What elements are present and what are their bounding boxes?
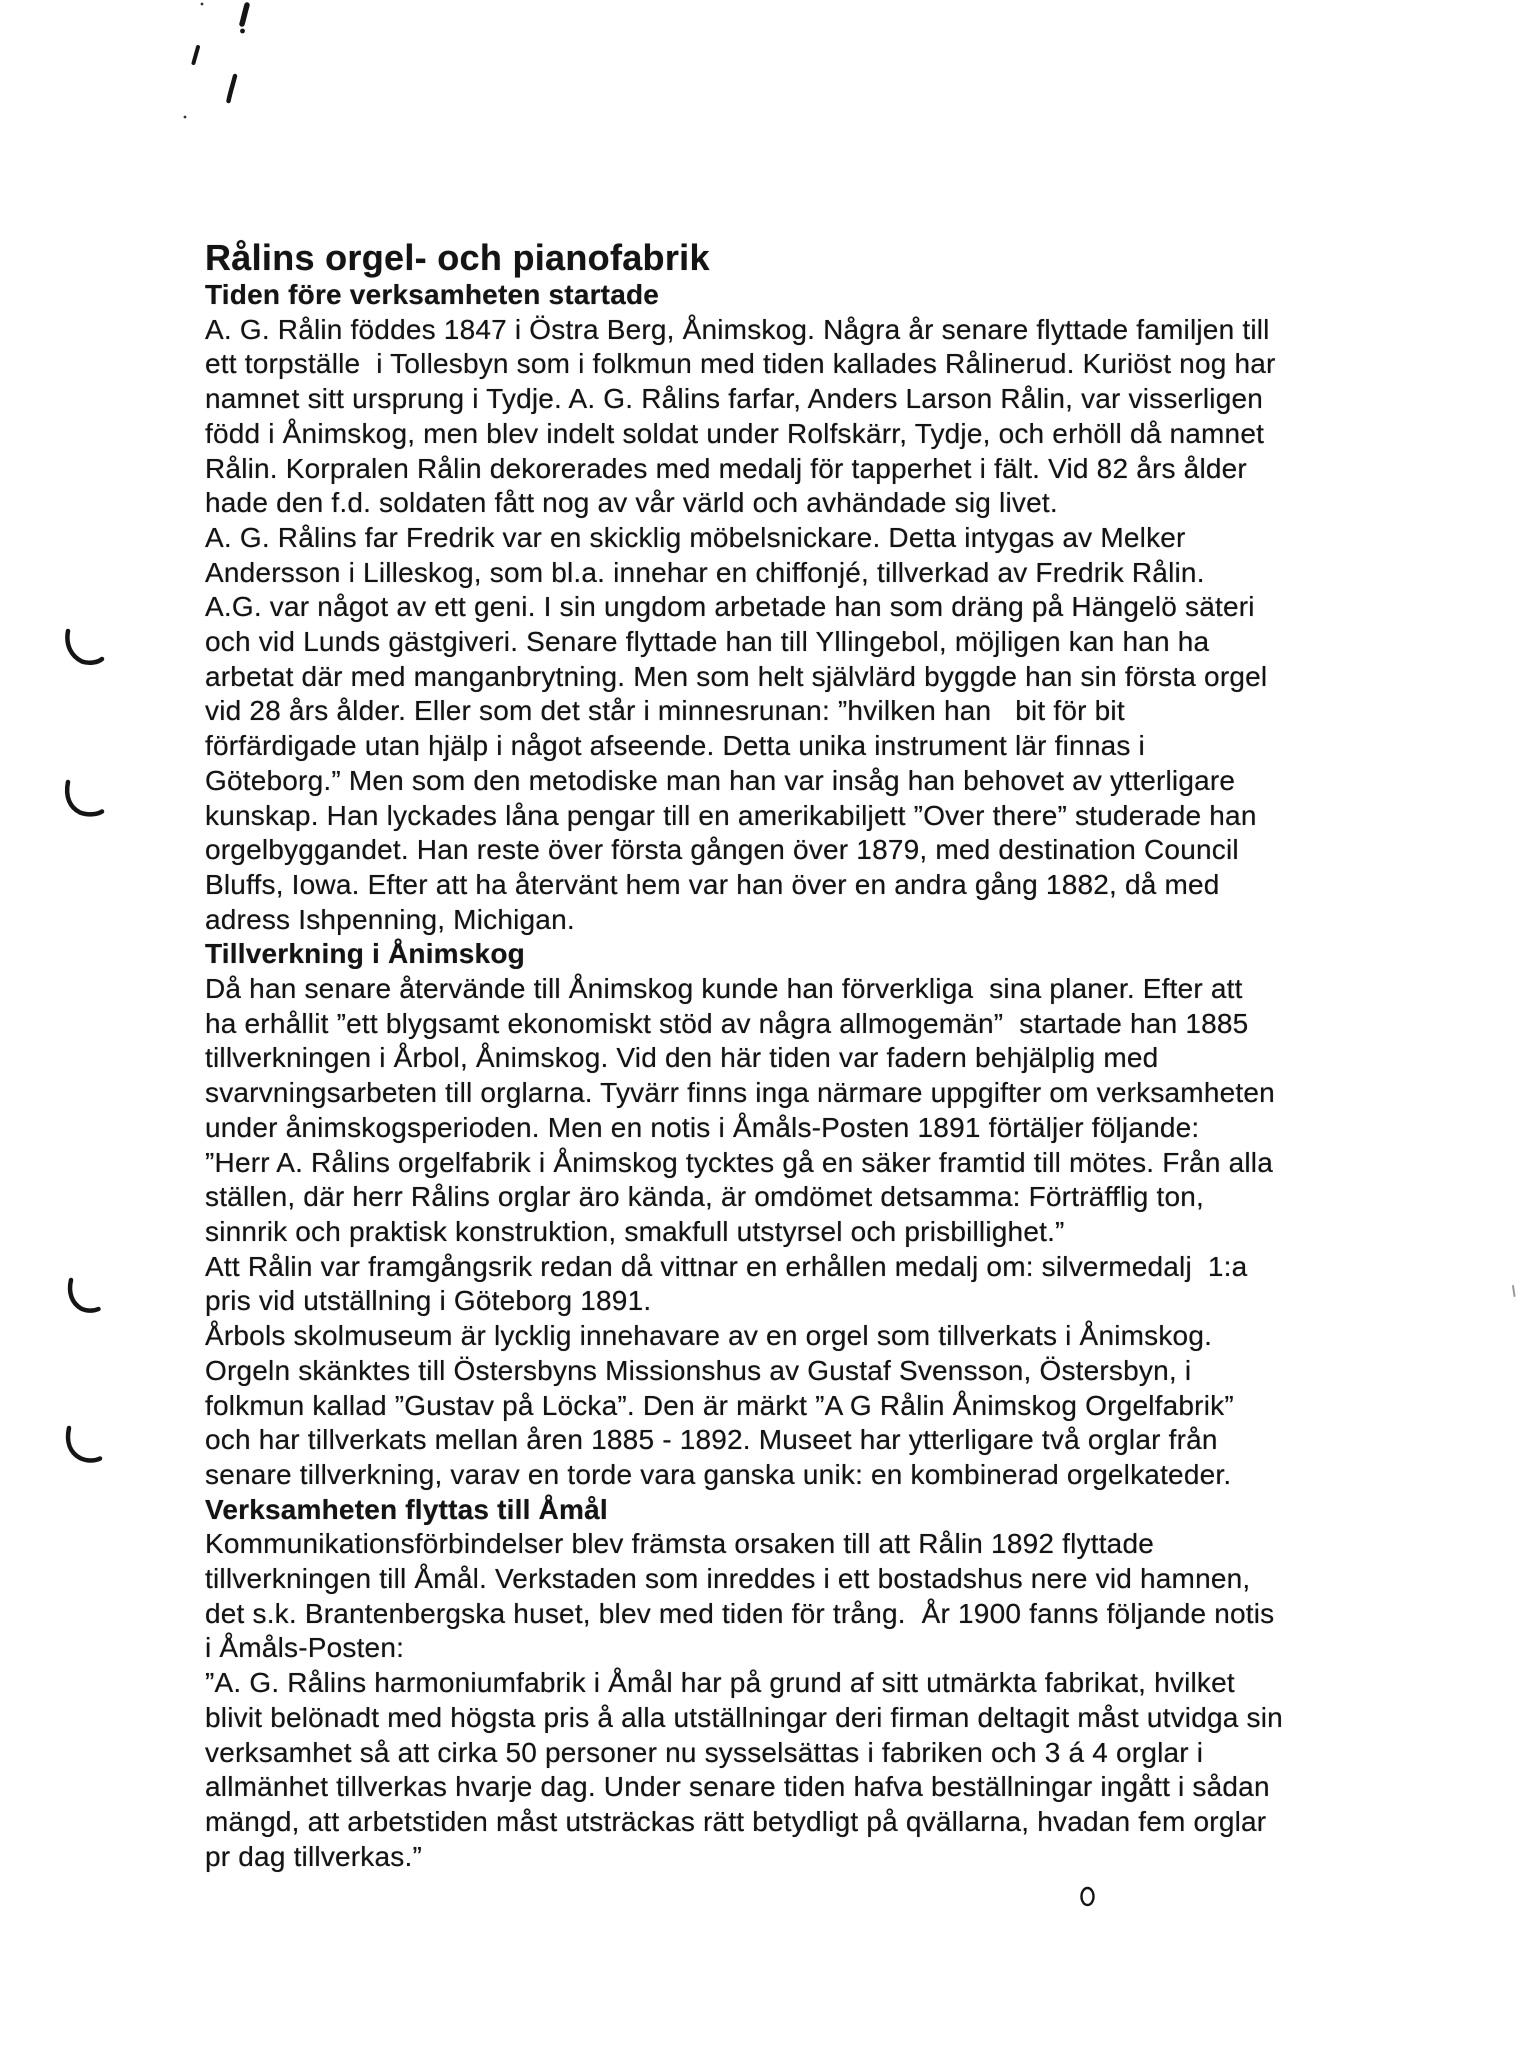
text-line: folkmun kallad ”Gustav på Löcka”. Den är märkt ”A G Rålin Ånimskog Orgelfabrik” xyxy=(205,1389,1234,1421)
text-line: under ånimskogsperioden. Men en notis i Åmåls-Posten 1891 förtäljer följande: xyxy=(205,1111,1200,1143)
text-line: tillverkningen i Årbol, Ånimskog. Vid den här tiden var fadern behjälplig med xyxy=(205,1042,1159,1074)
text-line: vid 28 års ålder. Eller som det står i minnesrunan: ”hvilken han bit för bit xyxy=(205,695,1125,727)
text-line: ”Herr A. Rålins orgelfabrik i Ånimskog tycktes gå en säker framtid till mötes. Från alla xyxy=(205,1146,1273,1178)
text-line: född i Ånimskog, men blev indelt soldat under Rolfskärr, Tydje, och erhöll då namnet xyxy=(205,417,1265,449)
pen-dot-icon xyxy=(184,116,187,119)
section-heading: Tillverkning i Ånimskog xyxy=(205,938,525,970)
text-line: namnet sitt ursprung i Tydje. A. G. Rålins farfar, Anders Larson Rålin, var visserligen xyxy=(205,383,1264,415)
text-line: pris vid utställning i Göteborg 1891. xyxy=(205,1285,652,1317)
section-heading: Tiden före verksamheten startade xyxy=(205,279,660,310)
text-line: ha erhållit ”ett blygsamt ekonomiskt stöd av några allmogemän” startade han 1885 xyxy=(205,1007,1249,1039)
text-line: adress Ishpenning, Michigan. xyxy=(205,903,575,935)
text-line: ”A. G. Rålins harmoniumfabrik i Åmål har på grund af sitt utmärkta fabrikat, hvilket xyxy=(205,1667,1235,1699)
edge-tick-mark-icon xyxy=(1513,1286,1515,1296)
pen-stroke-icon xyxy=(194,47,199,63)
margin-curve-mark-icon xyxy=(68,1428,100,1461)
margin-curve-mark-icon xyxy=(70,1280,98,1311)
text-block xyxy=(205,238,1465,1874)
pen-dot-icon xyxy=(201,3,204,6)
text-line: Bluffs, Iowa. Efter att ha återvänt hem var han över en andra gång 1882, då med xyxy=(205,868,1220,900)
text-line: hade den f.d. soldaten fått nog av vår värld och avhändade sig livet. xyxy=(205,487,1058,519)
text-line: verksamhet så att cirka 50 personer nu sysselsättas i fabriken och 3 á 4 orglar i xyxy=(205,1736,1204,1768)
text-line: Kommunikationsförbindelser blev främsta orsaken till att Rålin 1892 flyttade xyxy=(205,1528,1154,1560)
text-line: tillverkningen till Åmål. Verkstaden som inreddes i ett bostadshus nere vid hamnen, xyxy=(205,1563,1251,1595)
text-line: pr dag tillverkas.” xyxy=(205,1840,422,1872)
text-line: Orgeln skänktes till Östersbyns Missionshus av Gustaf Svensson, Östersbyn, i xyxy=(205,1354,1192,1386)
text-line: och vid Lunds gästgiveri. Senare flyttade han till Yllingebol, möjligen kan han ha xyxy=(205,626,1210,658)
text-line: Årbols skolmuseum är lycklig innehavare av en orgel som tillverkats i Ånimskog. xyxy=(205,1320,1213,1352)
text-line: senare tillverkning, varav en torde vara ganska unik: en kombinerad orgelkateder. xyxy=(205,1458,1232,1490)
text-line: ställen, där herr Rålins orglar äro kända, är omdömet detsamma: Förträfflig ton, xyxy=(205,1181,1205,1213)
section-heading: Verksamheten flyttas till Åmål xyxy=(205,1493,608,1525)
text-line: mängd, att arbetstiden måst utsträckas rätt betydligt på qvällarna, hvadan fem orglar xyxy=(205,1805,1267,1837)
pen-stroke-icon xyxy=(229,76,236,101)
text-line: Då han senare återvände till Ånimskog kunde han förverkliga sina planer. Efter att xyxy=(205,973,1243,1005)
pen-dot-icon xyxy=(240,29,245,34)
text-line: arbetat där med manganbrytning. Men som helt självlärd byggde han sin första orgel xyxy=(205,660,1268,692)
text-line: och har tillverkats mellan åren 1885 - 1892. Museet har ytterligare två orglar från xyxy=(205,1424,1218,1456)
text-line: Göteborg.” Men som den metodiske man han var insåg han behovet av ytterligare xyxy=(205,764,1236,796)
text-line: allmänhet tillverkas hvarje dag. Under senare tiden hafva beställningar ingått i sådan xyxy=(205,1771,1270,1803)
text-line: i Åmåls-Posten: xyxy=(205,1632,405,1664)
text-line: Andersson i Lilleskog, som bl.a. innehar en chiffonjé, tillverkad av Fredrik Rålin. xyxy=(205,556,1205,588)
pen-stroke-icon xyxy=(242,5,247,24)
text-line: A. G. Rålins far Fredrik var en skicklig möbelsnickare. Detta intygas av Melker xyxy=(205,521,1186,553)
text-line: Rålin. Korpralen Rålin dekorerades med medalj för tapperhet i fält. Vid 82 års ålder xyxy=(205,452,1247,484)
document-title: Rålins orgel- och pianofabrik xyxy=(205,237,710,278)
circle-mark-icon xyxy=(1082,1888,1094,1905)
text-line: svarvningsarbeten till orglarna. Tyvärr finns inga närmare uppgifter om verksamheten xyxy=(205,1077,1275,1109)
text-line: Att Rålin var framgångsrik redan då vittnar en erhållen medalj om: silvermedalj 1:a xyxy=(205,1250,1248,1282)
text-line: orgelbyggandet. Han reste över första gången över 1879, med destination Council xyxy=(205,834,1239,866)
margin-curve-mark-icon xyxy=(67,782,102,814)
margin-curve-mark-icon xyxy=(67,631,102,663)
text-line: blivit belönadt med högsta pris å alla utställningar deri firman deltagit måst utvidga sin xyxy=(205,1701,1283,1733)
text-line: ett torpställe i Tollesbyn som i folkmun med tiden kallades Rålinerud. Kuriöst nog har xyxy=(205,348,1276,380)
text-line: förfärdigade utan hjälp i något afseende. Detta unika instrument lär finnas i xyxy=(205,730,1145,762)
text-line: det s.k. Brantenbergska huset, blev med tiden för trång. År 1900 fanns följande notis xyxy=(205,1597,1275,1629)
text-line: sinnrik och praktisk konstruktion, smakfull utstyrsel och prisbillighet.” xyxy=(205,1215,1065,1247)
text-line: kunskap. Han lyckades låna pengar till en amerikabiljett ”Over there” studerade han xyxy=(205,799,1257,831)
text-line: A.G. var något av ett geni. I sin ungdom arbetade han som dräng på Hängelö säteri xyxy=(205,591,1255,623)
text-line: A. G. Rålin föddes 1847 i Östra Berg, Ånimskog. Några år senare flyttade familjen till xyxy=(205,313,1270,345)
